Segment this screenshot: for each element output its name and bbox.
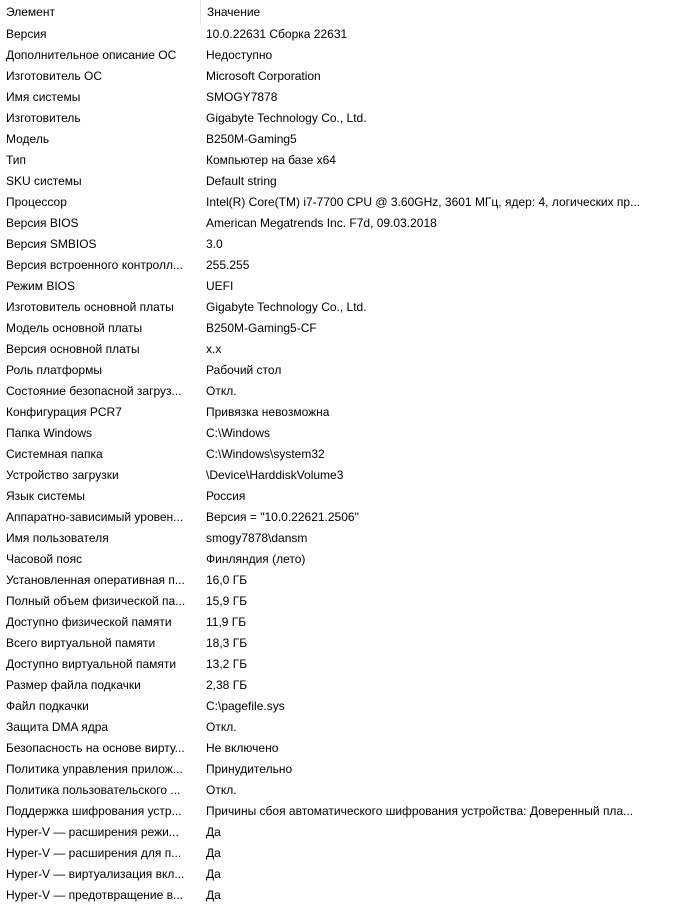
row-item-value: 3.0: [206, 237, 223, 251]
row-item-value: SMOGY7878: [206, 90, 278, 104]
table-row[interactable]: [0, 444, 686, 465]
row-item-value: smogy7878\dansm: [206, 531, 308, 545]
row-item-value: Россия: [206, 489, 246, 503]
table-row[interactable]: [0, 654, 686, 675]
row-item-value: x.x: [206, 342, 222, 356]
row-item-value: C:\Windows: [206, 426, 271, 440]
row-item-name: Модель: [6, 132, 50, 146]
row-item-name: Часовой пояс: [6, 552, 83, 566]
table-row[interactable]: [0, 150, 686, 171]
row-item-name: Защита DMA ядра: [6, 720, 109, 734]
table-row[interactable]: [0, 738, 686, 759]
row-item-value: Да: [206, 846, 221, 860]
row-item-name: Дополнительное описание ОС: [6, 48, 177, 62]
row-item-value: 11,9 ГБ: [206, 615, 247, 629]
row-item-value: 18,3 ГБ: [206, 636, 248, 650]
table-row[interactable]: [0, 675, 686, 696]
row-item-name: Hyper-V — расширения для п...: [6, 846, 182, 860]
row-item-name: Имя пользователя: [6, 531, 109, 545]
row-item-name: Версия: [6, 27, 47, 41]
row-item-value: American Megatrends Inc. F7d, 09.03.2018: [206, 216, 437, 230]
table-row[interactable]: [0, 24, 686, 45]
row-item-name: Роль платформы: [6, 363, 102, 377]
row-item-value: Компьютер на базе x64: [206, 153, 336, 167]
row-item-name: Версия встроенного контролл...: [6, 258, 183, 272]
table-header: [0, 0, 686, 24]
row-item-name: Устройство загрузки: [6, 468, 119, 482]
row-item-name: Папка Windows: [6, 426, 92, 440]
row-item-value: \Device\HarddiskVolume3: [206, 468, 344, 482]
row-item-value: Default string: [206, 174, 277, 188]
table-row[interactable]: [0, 402, 686, 423]
row-item-name: Аппаратно-зависимый уровен...: [6, 510, 184, 524]
table-row[interactable]: [0, 780, 686, 801]
row-item-value: Откл.: [206, 384, 237, 398]
row-item-value: 15,9 ГБ: [206, 594, 248, 608]
row-item-name: Политика управления прилож...: [6, 762, 183, 776]
column-header-value[interactable]: Значение: [200, 0, 676, 24]
row-item-name: Поддержка шифрования устр...: [6, 804, 182, 818]
row-item-name: Версия основной платы: [6, 342, 140, 356]
table-row[interactable]: [0, 696, 686, 717]
row-item-value: C:\Windows\system32: [206, 447, 325, 461]
table-row[interactable]: [0, 213, 686, 234]
row-item-name: Версия SMBIOS: [6, 237, 97, 251]
table-row[interactable]: [0, 129, 686, 150]
row-item-name: SKU системы: [6, 174, 82, 188]
row-item-name: Политика пользовательского ...: [6, 783, 181, 797]
row-item-value: Недоступно: [206, 48, 273, 62]
row-item-name: Режим BIOS: [6, 279, 76, 293]
row-item-value: Привязка невозможна: [206, 405, 330, 419]
row-item-value: Не включено: [206, 741, 279, 755]
row-item-name: Безопасность на основе вирту...: [6, 741, 185, 755]
row-item-name: Имя системы: [6, 90, 81, 104]
column-header-item[interactable]: Элемент: [6, 5, 55, 19]
row-item-name: Состояние безопасной загруз...: [6, 384, 182, 398]
row-item-value: Intel(R) Core(TM) i7-7700 CPU @ 3.60GHz, 3601 МГц, ядер: 4, логических пр...: [206, 195, 641, 209]
table-row[interactable]: [0, 255, 686, 276]
row-item-value: 10.0.22631 Сборка 22631: [206, 27, 348, 41]
table-row[interactable]: [0, 45, 686, 66]
table-row[interactable]: [0, 864, 686, 885]
row-item-value: Gigabyte Technology Co., Ltd.: [206, 300, 367, 314]
table-row[interactable]: [0, 381, 686, 402]
row-item-value: 16,0 ГБ: [206, 573, 248, 587]
table-row[interactable]: [0, 486, 686, 507]
row-item-name: Файл подкачки: [6, 699, 89, 713]
row-item-value: Финляндия (лето): [206, 552, 306, 566]
table-row[interactable]: [0, 276, 686, 297]
row-item-name: Язык системы: [6, 489, 85, 503]
row-item-name: Изготовитель ОС: [6, 69, 102, 83]
table-body: [0, 24, 686, 906]
row-item-value: 2,38 ГБ: [206, 678, 248, 692]
table-row[interactable]: [0, 528, 686, 549]
table-row[interactable]: [0, 507, 686, 528]
table-row[interactable]: [0, 192, 686, 213]
row-item-name: Доступно виртуальной памяти: [6, 657, 177, 671]
table-row[interactable]: [0, 759, 686, 780]
row-item-name: Всего виртуальной памяти: [6, 636, 156, 650]
table-row[interactable]: [0, 801, 686, 822]
row-item-name: Hyper-V — расширения режи...: [6, 825, 179, 839]
table-row[interactable]: [0, 885, 686, 906]
row-item-value: Откл.: [206, 783, 237, 797]
row-item-value: Рабочий стол: [206, 363, 282, 377]
table-row[interactable]: [0, 465, 686, 486]
row-item-name: Тип: [6, 153, 27, 167]
table-row[interactable]: [0, 612, 686, 633]
row-item-name: Доступно физической памяти: [6, 615, 172, 629]
table-row[interactable]: [0, 633, 686, 654]
table-row[interactable]: [0, 297, 686, 318]
row-item-value: Причины сбоя автоматического шифрования устройства: Доверенный пла...: [206, 804, 634, 818]
row-item-value: B250M-Gaming5: [206, 132, 297, 146]
row-item-value: Версия = "10.0.22621.2506": [206, 510, 359, 524]
row-item-name: Установленная оперативная п...: [6, 573, 185, 587]
row-item-value: Да: [206, 825, 221, 839]
table-row[interactable]: [0, 66, 686, 87]
row-item-value: 13,2 ГБ: [206, 657, 248, 671]
row-item-value: Откл.: [206, 720, 237, 734]
row-item-value: Да: [206, 888, 221, 902]
row-item-name: Размер файла подкачки: [6, 678, 141, 692]
table-row[interactable]: [0, 423, 686, 444]
table-row[interactable]: [0, 87, 686, 108]
row-item-name: Hyper-V — виртуализация вкл...: [6, 867, 185, 881]
row-item-value: UEFI: [206, 279, 234, 293]
table-row[interactable]: [0, 591, 686, 612]
row-item-value: C:\pagefile.sys: [206, 699, 285, 713]
row-item-name: Модель основной платы: [6, 321, 143, 335]
row-item-name: Изготовитель основной платы: [6, 300, 174, 314]
row-item-value: Microsoft Corporation: [206, 69, 321, 83]
row-item-value: Да: [206, 867, 221, 881]
row-item-name: Версия BIOS: [6, 216, 79, 230]
row-item-name: Полный объем физической па...: [6, 594, 186, 608]
table-row[interactable]: [0, 843, 686, 864]
scrollbar-track[interactable]: [676, 0, 686, 907]
row-item-name: Системная папка: [6, 447, 103, 461]
row-item-value: B250M-Gaming5-CF: [206, 321, 317, 335]
row-item-value: 255.255: [206, 258, 250, 272]
row-item-value: Принудительно: [206, 762, 293, 776]
table-row[interactable]: [0, 108, 686, 129]
row-item-name: Процессор: [6, 195, 67, 209]
table-row[interactable]: [0, 570, 686, 591]
table-row[interactable]: [0, 171, 686, 192]
row-item-name: Hyper-V — предотвращение в...: [6, 888, 184, 902]
table-row[interactable]: [0, 234, 686, 255]
table-row[interactable]: [0, 339, 686, 360]
table-row[interactable]: [0, 318, 686, 339]
table-row[interactable]: [0, 717, 686, 738]
row-item-name: Изготовитель: [6, 111, 81, 125]
table-row[interactable]: [0, 360, 686, 381]
row-item-name: Конфигурация PCR7: [6, 405, 122, 419]
table-row[interactable]: [0, 549, 686, 570]
table-row[interactable]: [0, 822, 686, 843]
row-item-value: Gigabyte Technology Co., Ltd.: [206, 111, 367, 125]
